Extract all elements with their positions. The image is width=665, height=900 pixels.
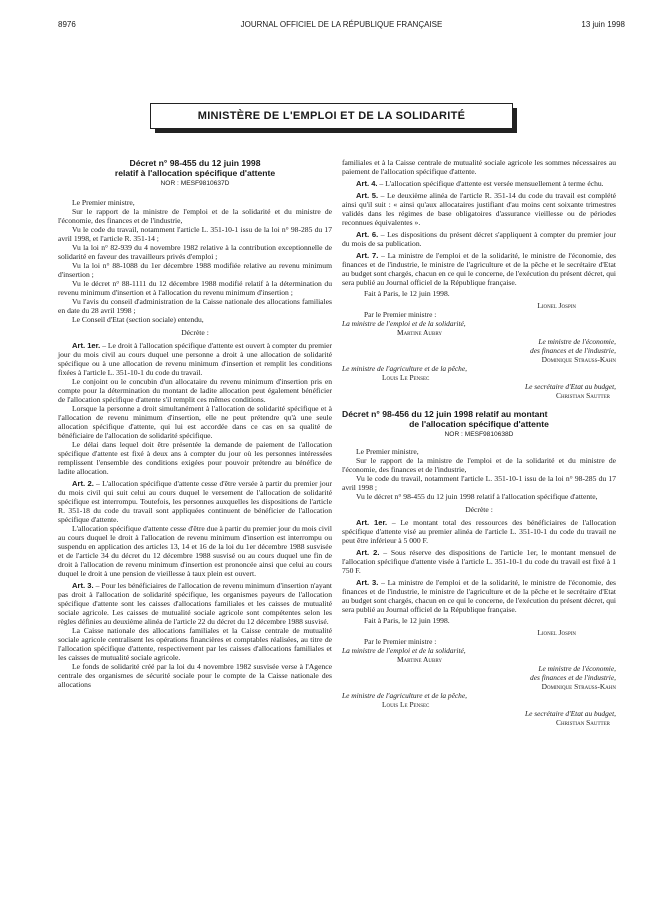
decree2-preamble-3: Vu le décret n° 98-455 du 12 juin 1998 relatif à l'allocation spécifique d'attente,	[356, 492, 598, 501]
decree2-min3-role: Le ministre de l'agriculture et de la pêche,	[342, 691, 468, 700]
decree2-min2-role1: Le ministre de l'économie,	[538, 664, 616, 673]
decree2-title-line2: de l'allocation spécifique d'attente	[409, 419, 549, 429]
decree1-min4-name: Christian Sautter	[556, 391, 610, 400]
decree1-preamble-6: Vu l'avis du conseil d'administration de la Caisse nationale des allocations familiales en date du 28 avril 1998 ;	[58, 297, 332, 315]
running-header	[58, 20, 625, 34]
decree1-preamble-0: Le Premier ministre,	[72, 198, 135, 207]
decree2-min3-name: Louis Le Pensec	[382, 700, 430, 709]
decree1-preamble-2: Vu le code du travail, notamment l'article L. 351-10-1 issu de la loi n° 98-285 du 17 avril 1998, et l'article R. 351-14 ;	[58, 225, 332, 243]
decree1-min2-role2: des finances et de l'industrie,	[530, 346, 616, 355]
decree1-art7	[342, 251, 616, 287]
decree2-preamble-0: Le Premier ministre,	[356, 447, 419, 456]
decree1-signatures	[342, 301, 616, 400]
ministry-heading-box	[150, 103, 513, 129]
decree1-nor: NOR : MESF9810637D	[160, 180, 230, 187]
decree1-art5-label: Art. 5.	[356, 191, 379, 200]
decree1-pm-name: Lionel Jospin	[537, 301, 576, 310]
decree2-art2	[342, 548, 616, 575]
decree2-art1-text: – Le montant total des ressources des bénéficiaires de l'allocation spécifique d'attente visé au premier alinéa de l'article L. 351-10-1 du code du travail ne peut être inférieur à 5 000 F.	[342, 518, 616, 545]
decree2-art3	[342, 578, 616, 614]
decree1-art4-text: – L'allocation spécifique d'attente est versée mensuellement à terme échu.	[377, 179, 604, 188]
issue-date: 13 juin 1998	[581, 20, 625, 29]
decree2-art1	[342, 518, 616, 545]
decree1-art1-text: – Le droit à l'allocation spécifique d'attente est ouvert à compter du premier jour du mois civil au cours duquel une personne a droit à une allocation de solidarité spécifique ou à une allocation de revenu minimum d'insertion et remplit les conditions fixées à l'article L. 351-10-1 du code du travail.	[58, 341, 332, 377]
decree1-art5	[342, 191, 616, 227]
decree1-title-line1: Décret n° 98-455 du 12 juin 1998	[129, 158, 261, 168]
decree1-continuation: familiales et à la Caisse centrale de mutualité sociale agricole les sommes nécessaires au paiement de l'allocation spécifique d'attente.	[342, 158, 616, 176]
decree1-art1-para-2: Lorsque la personne a droit simultanément à l'allocation de solidarité spécifique et à l'allocation de revenu minimum d'insertion, elle ne peut prétendre qu'à une seule allocation spécifique d'attente, qui lui est accordée dans ce cas en sa qualité de bénéficiaire de l'allocation de solidarité spécifique.	[58, 404, 332, 440]
decree1-preamble-4: Vu la loi n° 88-1088 du 1er décembre 1988 modifiée relative au revenu minimum d'insertion ;	[58, 261, 332, 279]
decree2-min1-name: Martine Aubry	[397, 655, 442, 664]
decree1-min1-name: Martine Aubry	[397, 328, 442, 337]
decree2-art2-text: – Sous réserve des dispositions de l'article 1er, le montant mensuel de l'allocation spécifique d'attente visée à l'article L. 351-10-1 du code du travail est fixé à 1 750 F.	[342, 548, 616, 575]
decree2-art1-label: Art. 1er.	[356, 518, 388, 527]
decree1-art5-text: – Le deuxième alinéa de l'article R. 351-14 du code du travail est complété ainsi qu'il suit : « ainsi qu'aux allocataires justifiant d'au moins cent soixante trimestres validés dans les régimes de base obligatoires d'assurance vieillesse ou de périodes reconnues équivalentes ».	[342, 191, 616, 227]
decree2-fait: Fait à Paris, le 12 juin 1998.	[364, 616, 450, 625]
decree2-pm-name: Lionel Jospin	[537, 628, 576, 637]
decree2-preamble-1: Sur le rapport de la ministre de l'emploi et de la solidarité et du ministre de l'économie, des finances et de l'industrie,	[342, 456, 616, 474]
decree1-min4-role: Le secrétaire d'Etat au budget,	[524, 382, 616, 391]
decree1-art3-para-0	[58, 581, 332, 626]
decree1-min3-role: Le ministre de l'agriculture et de la pêche,	[342, 364, 468, 373]
decree1-min1-role: La ministre de l'emploi et de la solidarité,	[342, 319, 466, 328]
decree1-art2-para-0	[58, 479, 332, 524]
decree2-nor: NOR : MESF9810638D	[444, 431, 514, 438]
decree1-min3-name: Louis Le Pensec	[382, 373, 430, 382]
decree1-art2-label: Art. 2.	[72, 479, 94, 488]
decree1-art2-para-1: L'allocation spécifique d'attente cesse d'être due à partir du premier jour du mois civil au cours duquel le droit à l'allocation de revenu minimum d'insertion est interrompu ou suspendu en application des articles 13, 14 et 16 de la loi du 1er décembre 1988 susvisée et de l'article 34 du décret du 12 décembre 1988 susvisé ou au cours duquel une fin de droit à l'allocation de revenu minimum d'insertion est prononcée ainsi que celui au cours duquel le droit à une pension de vieillesse à taux plein est ouvert.	[58, 524, 332, 578]
left-column	[58, 158, 332, 689]
decree1-art3-label: Art. 3.	[72, 581, 94, 590]
decree2-decrete: Décrète :	[465, 505, 493, 514]
ministry-title: MINISTÈRE DE L'EMPLOI ET DE LA SOLIDARITÉ	[197, 110, 466, 122]
decree2-min2-name: Dominique Strauss-Kahn	[541, 682, 616, 691]
decree1-art2-text: – L'allocation spécifique d'attente cesse d'être versée à partir du premier jour du mois civil qui suit celui au cours duquel le versement de l'allocation de solidarité spécifique est interrompu. Toutefois, les personnes auxquelles les dispositions de l'article R. 351-18 du code du travail sont appliquées continuent de bénéficier de l'allocation spécifique d'attente.	[58, 479, 332, 524]
decree2-art3-label: Art. 3.	[356, 578, 379, 587]
decree2-min1-role: La ministre de l'emploi et de la solidarité,	[342, 646, 466, 655]
decree1-art3-text: – Pour les bénéficiaires de l'allocation de revenu minimum d'insertion n'ayant pas droit à l'allocation de solidarité spécifique, les organismes payeurs de l'allocation spécifique d'attente sont les caisses d'allocations familiales et les caisses de mutualité sociale agricole. Les caisses de mutualité sociale agricole sont compétentes selon les règles définies au deuxième alinéa de l'article 22 du décret du 12 décembre 1988 susvisé.	[58, 581, 333, 626]
decree1-preamble-7: Le Conseil d'Etat (section sociale) entendu,	[72, 315, 204, 324]
decree1-art7-text: – La ministre de l'emploi et de la solidarité, le ministre de l'économie, des finances et de l'industrie, le ministre de l'agriculture et de la pêche et le secrétaire d'Etat au budget sont chargés, chacun en ce qui le concerne, de l'exécution du présent décret, qui sera publié au Journal officiel de la République française.	[342, 251, 617, 287]
decree1-art6-text: – Les dispositions du présent décret s'appliquent à compter du premier jour du mois de sa publication.	[342, 230, 617, 248]
journal-title: JOURNAL OFFICIEL DE LA RÉPUBLIQUE FRANÇAISE	[240, 20, 443, 29]
page-number: 8976	[58, 20, 76, 29]
decree1-art1-para-3: Le délai dans lequel doit être présentée la demande de paiement de l'allocation spécifique d'attente est fixé à deux ans à compter du jour où les personnes intéressées remplissent l'ensemble des conditions exigées pour pouvoir prétendre au bénéfice de ladite allocation.	[58, 440, 332, 476]
decree2-min4-name: Christian Sautter	[556, 718, 610, 727]
decree2-art3-text: – La ministre de l'emploi et de la solidarité, le ministre de l'économie, des finances et de l'industrie, le ministre de l'agriculture et de la pêche et le secrétaire d'Etat au budget sont chargés, chacun en ce qui le concerne, de l'exécution du présent décret, qui sera publié au Journal officiel de la République française.	[342, 578, 617, 614]
decree2-preamble-2: Vu le code du travail, notamment l'article L. 351-10-1 issu de la loi n° 98-285 du 17 avril 1998 ;	[342, 474, 616, 492]
decree1-art6-label: Art. 6.	[356, 230, 379, 239]
decree1-title-line2: relatif à l'allocation spécifique d'attente	[114, 168, 276, 178]
decree2-art2-label: Art. 2.	[356, 548, 380, 557]
decree1-min2-role1: Le ministre de l'économie,	[538, 337, 616, 346]
decree2-min2-role2: des finances et de l'industrie,	[530, 673, 616, 682]
decree2-title-line1: Décret n° 98-456 du 12 juin 1998 relatif au montant	[342, 409, 548, 419]
decree1-preamble-5: Vu le décret n° 88-1111 du 12 décembre 1988 modifié relatif à la détermination du revenu minimum d'insertion et à l'allocation du revenu minimum d'insertion ;	[58, 279, 332, 297]
decree1-art6	[342, 230, 616, 248]
decree1-preamble-1: Sur le rapport de la ministre de l'emploi et de la solidarité et du ministre de l'économie, des finances et de l'industrie,	[58, 207, 332, 225]
decree1-pm-label: Par le Premier ministre :	[364, 310, 437, 319]
decree-spacer	[342, 400, 616, 409]
decree1-preamble-3: Vu la loi n° 82-939 du 4 novembre 1982 relative à la contribution exceptionnelle de solidarité en faveur des travailleurs privés d'emploi ;	[58, 243, 332, 261]
decree2-pm-label: Par le Premier ministre :	[364, 637, 437, 646]
decree1-art3-para-1: La Caisse nationale des allocations familiales et la Caisse centrale de mutualité sociale agricole centralisent les opérations financières et comptables réalisées, au titre de l'allocation spécifique d'attente, respectivement par les caisses d'allocations familiales et les caisses de mutualité sociale agricole.	[58, 626, 332, 662]
decree1-art1-para-1: Le conjoint ou le concubin d'un allocataire du revenu minimum d'insertion pris en compte pour la détermination du montant de ladite allocation peut également bénéficier de l'allocation spécifique d'attente s'il remplit ces mêmes conditions.	[58, 377, 332, 404]
decree1-art1-para-0	[58, 341, 332, 377]
decree2-signatures	[342, 628, 616, 727]
decree1-art1-label: Art. 1er.	[72, 341, 101, 350]
decree1-art3-para-2: Le fonds de solidarité créé par la loi du 4 novembre 1982 susvisée verse à l'Agence centrale des organismes de sécurité sociale pour le compte de la Caisse nationale des allocations	[58, 662, 332, 689]
decree1-art4	[342, 179, 616, 188]
decree1-art7-label: Art. 7.	[356, 251, 379, 260]
right-column	[342, 158, 616, 727]
decree1-min2-name: Dominique Strauss-Kahn	[541, 355, 616, 364]
decree1-fait: Fait à Paris, le 12 juin 1998.	[364, 289, 450, 298]
decree1-decrete: Décrète :	[181, 328, 209, 337]
decree2-min4-role: Le secrétaire d'Etat au budget,	[524, 709, 616, 718]
decree1-art4-label: Art. 4.	[356, 179, 378, 188]
